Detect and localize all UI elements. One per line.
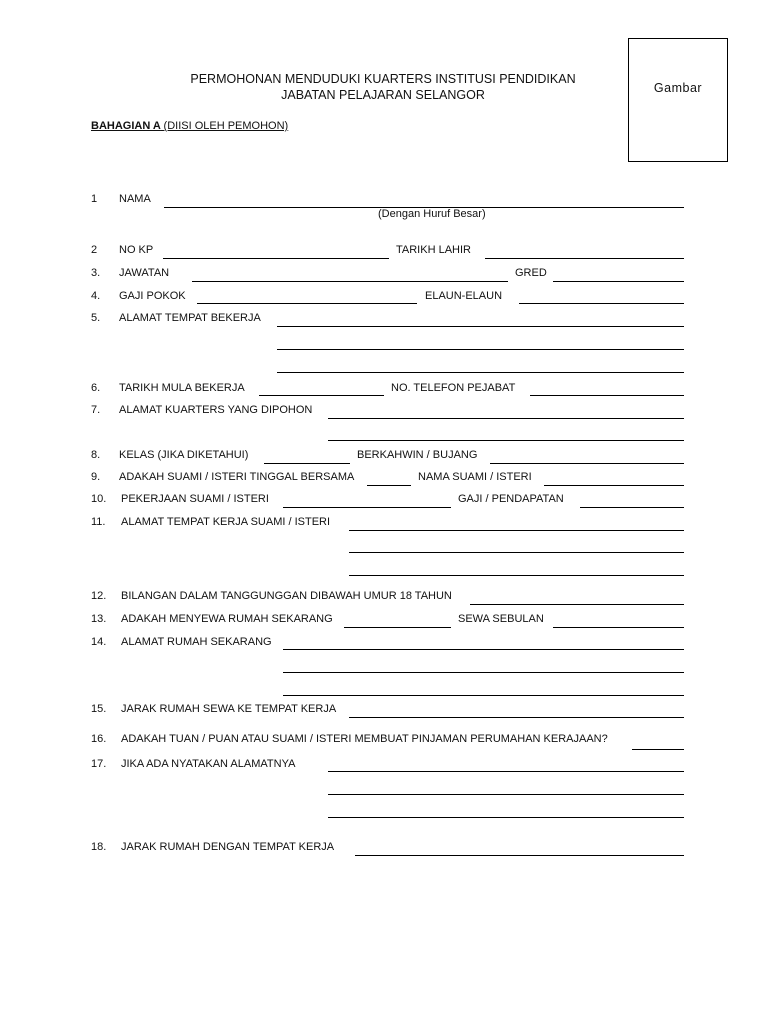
label-tinggal-bersama: ADAKAH SUAMI / ISTERI TINGGAL BERSAMA <box>119 471 355 483</box>
field-kelas[interactable] <box>264 463 350 464</box>
label-pekerjaan-suami-isteri: PEKERJAAN SUAMI / ISTERI <box>121 493 269 505</box>
field-alamat-kerja-pasangan-3[interactable] <box>349 575 684 576</box>
label-menyewa-rumah: ADAKAH MENYEWA RUMAH SEKARANG <box>121 613 333 625</box>
label-sewa-sebulan: SEWA SEBULAN <box>458 613 544 625</box>
field-tarikh-lahir[interactable] <box>485 258 684 259</box>
item-number-17: 17. <box>91 758 107 770</box>
field-telefon-pejabat[interactable] <box>530 395 684 396</box>
label-elaun: ELAUN-ELAUN <box>425 290 503 302</box>
field-gaji-pokok[interactable] <box>197 303 417 304</box>
label-alamat-kuarters: ALAMAT KUARTERS YANG DIPOHON <box>119 404 313 416</box>
section-heading <box>91 120 288 132</box>
field-elaun[interactable] <box>519 303 684 304</box>
section-label: BAHAGIAN A <box>91 120 161 132</box>
section-note: (DIISI OLEH PEMOHON) <box>163 120 289 132</box>
field-no-kp[interactable] <box>163 258 389 259</box>
label-no-kp: NO KP <box>119 244 154 256</box>
item-number-6: 6. <box>91 382 101 394</box>
item-number-16: 16. <box>91 733 107 745</box>
item-number-11: 11. <box>91 516 106 528</box>
item-number-14: 14. <box>91 636 107 648</box>
item-number-10: 10. <box>91 493 107 505</box>
label-gaji-pendapatan: GAJI / PENDAPATAN <box>458 493 564 505</box>
photo-label: Gambar <box>653 81 703 95</box>
label-gaji-pokok: GAJI POKOK <box>119 290 186 302</box>
item-number-2: 2 <box>91 244 98 256</box>
field-alamat-rumah-3[interactable] <box>283 695 684 696</box>
field-alamat-rumah-1[interactable] <box>283 649 684 650</box>
field-pekerjaan-suami-isteri[interactable] <box>283 507 451 508</box>
label-alamat-kerja-suami-isteri: ALAMAT TEMPAT KERJA SUAMI / ISTERI <box>121 516 331 528</box>
item-number-1: 1 <box>91 193 98 205</box>
item-number-9: 9. <box>91 471 101 483</box>
field-alamat-kuarters-1[interactable] <box>328 418 684 419</box>
label-pinjaman-perumahan: ADAKAH TUAN / PUAN ATAU SUAMI / ISTERI MEMBUAT PINJAMAN PERUMAHAN KERAJAAN? <box>121 733 608 745</box>
label-tarikh-mula: TARIKH MULA BEKERJA <box>119 382 245 394</box>
field-alamat-kerja-1[interactable] <box>277 326 684 327</box>
field-bilangan-tanggungan[interactable] <box>470 604 684 605</box>
item-number-4: 4. <box>91 290 101 302</box>
item-number-18: 18. <box>91 841 107 853</box>
item-number-8: 8. <box>91 449 101 461</box>
field-alamat-kerja-2[interactable] <box>277 349 684 350</box>
form-title-line2: JABATAN PELAJARAN SELANGOR <box>281 88 485 102</box>
field-berkahwin-bujang[interactable] <box>490 463 684 464</box>
field-jawatan[interactable] <box>192 281 508 282</box>
field-menyewa-rumah[interactable] <box>344 627 451 628</box>
field-sewa-sebulan[interactable] <box>553 627 684 628</box>
label-jawatan: JAWATAN <box>119 267 170 279</box>
label-jarak-rumah-tempat-kerja: JARAK RUMAH DENGAN TEMPAT KERJA <box>121 841 335 853</box>
field-alamat-pinjaman-3[interactable] <box>328 817 684 818</box>
label-gred: GRED <box>515 267 547 279</box>
label-nama-suami-isteri: NAMA SUAMI / ISTERI <box>418 471 532 483</box>
field-jarak-rumah-sewa[interactable] <box>349 717 684 718</box>
item-number-13: 13. <box>91 613 107 625</box>
field-alamat-pinjaman-2[interactable] <box>328 794 684 795</box>
label-telefon-pejabat: NO. TELEFON PEJABAT <box>391 382 516 394</box>
item-number-7: 7. <box>91 404 101 416</box>
label-nama: NAMA <box>119 193 151 205</box>
field-jarak-rumah-tempat-kerja[interactable] <box>355 855 684 856</box>
hint-huruf-besar: (Dengan Huruf Besar) <box>378 208 486 220</box>
field-tarikh-mula[interactable] <box>259 395 384 396</box>
label-bilangan-tanggungan: BILANGAN DALAM TANGGUNGGAN DIBAWAH UMUR 18 TAHUN <box>121 590 452 602</box>
label-alamat-tempat-bekerja: ALAMAT TEMPAT BEKERJA <box>119 312 261 324</box>
item-number-12: 12. <box>91 590 107 602</box>
label-alamat-rumah-sekarang: ALAMAT RUMAH SEKARANG <box>121 636 272 648</box>
photo-box <box>628 38 728 162</box>
field-tinggal-bersama[interactable] <box>367 485 411 486</box>
field-alamat-rumah-2[interactable] <box>283 672 684 673</box>
label-kelas: KELAS (JIKA DIKETAHUI) <box>119 449 249 461</box>
label-nyatakan-alamat: JIKA ADA NYATAKAN ALAMATNYA <box>121 758 296 770</box>
field-alamat-pinjaman-1[interactable] <box>328 771 684 772</box>
field-gaji-pendapatan[interactable] <box>580 507 684 508</box>
item-number-5: 5. <box>91 312 101 324</box>
form-title-line1: PERMOHONAN MENDUDUKI KUARTERS INSTITUSI PENDIDIKAN <box>190 72 576 86</box>
field-nama-suami-isteri[interactable] <box>544 485 684 486</box>
field-alamat-kerja-pasangan-2[interactable] <box>349 552 684 553</box>
item-number-3: 3. <box>91 267 101 279</box>
label-berkahwin-bujang: BERKAHWIN / BUJANG <box>357 449 478 461</box>
field-alamat-kerja-3[interactable] <box>277 372 684 373</box>
label-jarak-rumah-sewa: JARAK RUMAH SEWA KE TEMPAT KERJA <box>121 703 337 715</box>
field-alamat-kuarters-2[interactable] <box>328 440 684 441</box>
field-gred[interactable] <box>553 281 684 282</box>
field-pinjaman-perumahan[interactable] <box>632 749 684 750</box>
field-alamat-kerja-pasangan-1[interactable] <box>349 530 684 531</box>
label-tarikh-lahir: TARIKH LAHIR <box>396 244 471 256</box>
item-number-15: 15. <box>91 703 107 715</box>
